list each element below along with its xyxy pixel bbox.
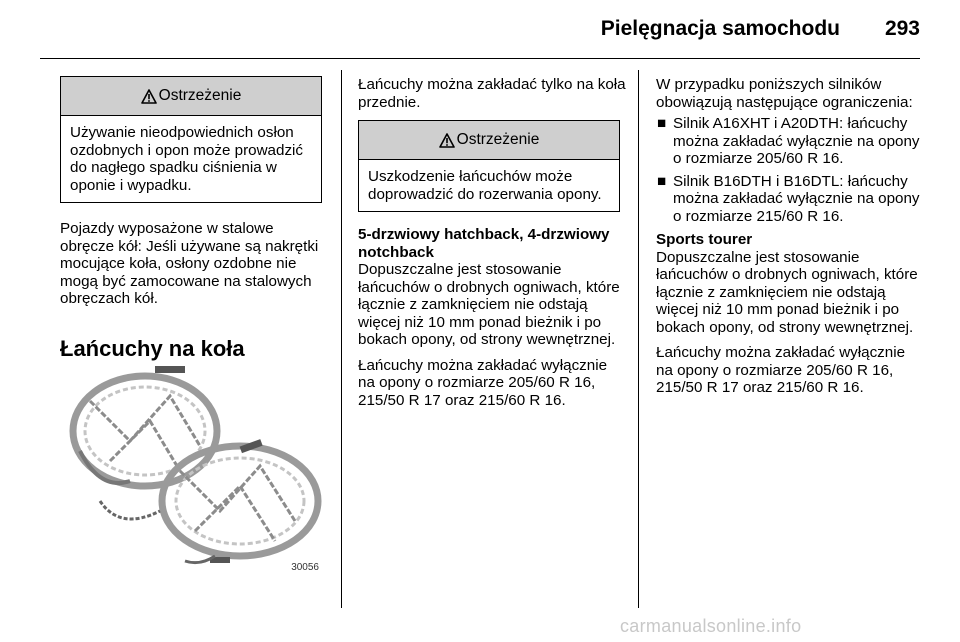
watermark: carmanualsonline.info — [620, 616, 802, 636]
paragraph-chain-spec: Dopuszczalne jest stosowanie łańcuchów o drobnych ogniwach, które łącznie z zamknięciem nie odstają więcej niż 10 mm ponad bieżnik i po bokach opony, od strony wewnętrznej. — [656, 248, 918, 336]
snow-chains-illustration — [60, 361, 325, 575]
warning-box — [60, 76, 322, 203]
figure-number: 30056 — [291, 562, 319, 573]
warning-triangle-icon — [439, 133, 455, 148]
warning-heading: Ostrzeżenie — [158, 87, 242, 105]
paragraph-chain-spec: Dopuszczalne jest stosowanie łańcuchów o drobnych ogniwach, które łącznie z zamknięciem nie odstają więcej niż 10 mm ponad bieżnik i po bokach opony, od strony wewnętrznej. — [358, 261, 620, 348]
warning-box — [358, 120, 620, 212]
warning-header — [61, 77, 321, 116]
subheading-sports-tourer: Sports tourer — [656, 231, 753, 248]
list-item: ■ Silnik A16XHT i A20DTH: łańcuchy można zakładać wyłącznie na opony o rozmiarze 205/60 R 16. — [657, 115, 920, 167]
column-1 — [60, 76, 325, 362]
column-2 — [358, 76, 626, 409]
column-divider-right — [638, 70, 639, 608]
intro-engines: W przypadku poniższych silników obowiązują następujące ograniczenia: — [656, 76, 913, 111]
page-number: 293 — [884, 17, 920, 40]
column-3 — [656, 76, 924, 397]
paragraph-tire-sizes: Łańcuchy można zakładać wyłącznie na opony o rozmiarze 205/60 R 16, 215/50 R 17 oraz 215/60 R 16. — [358, 356, 608, 409]
column-divider-left — [341, 70, 342, 608]
page-title: Pielęgnacja samochodu — [600, 17, 840, 40]
paragraph-steel-rims: Pojazdy wyposażone w stalowe obręcze kół: Jeśli używane są nakrętki mocujące koła, osłony ozdobne nie mogą być zamocowane na stalowych obręczach kół. — [60, 220, 319, 307]
paragraph-tire-sizes: Łańcuchy można zakładać wyłącznie na opony o rozmiarze 205/60 R 16, 215/50 R 17 oraz 215/60 R 16. — [656, 344, 906, 396]
engine-list — [656, 115, 924, 225]
warning-header — [359, 121, 619, 160]
section-heading: Łańcuchy na koła — [60, 335, 245, 361]
bullet-icon: ■ — [657, 115, 667, 132]
intro-front-wheels: Łańcuchy można zakładać tylko na koła przednie. — [358, 76, 626, 111]
warning-text: Uszkodzenie łańcuchów może doprowadzić do rozerwania opony. — [368, 168, 602, 203]
list-item: ■ Silnik B16DTH i B16DTL: łańcuchy można zakładać wyłącznie na opony o rozmiarze 215/60 R 16. — [657, 172, 920, 225]
warning-heading: Ostrzeżenie — [456, 131, 540, 149]
subheading-hatchback: 5-drzwiowy hatchback, 4-drzwiowy notchback — [358, 226, 610, 261]
bullet-icon: ■ — [657, 172, 667, 190]
warning-text: Używanie nieodpowiednich osłon ozdobnych i opon może prowadzić do nagłego spadku ciśnienia w oponie i wypadku. — [70, 124, 304, 194]
warning-triangle-icon — [141, 89, 157, 104]
header-divider — [40, 58, 920, 59]
